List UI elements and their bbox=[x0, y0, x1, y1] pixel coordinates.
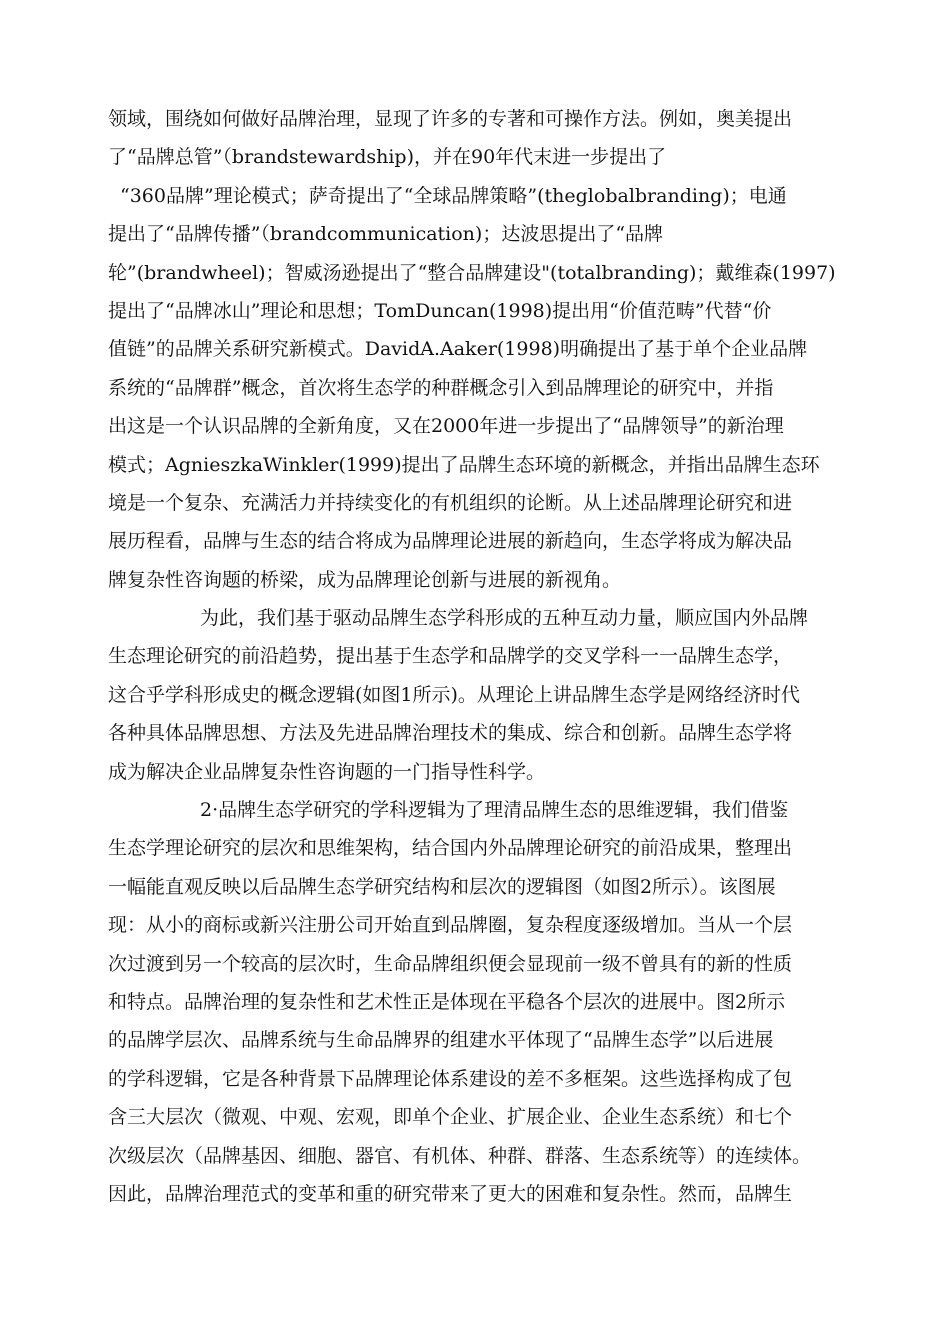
text-line: 领域，围绕如何做好品牌治理，显现了许多的专著和可操作方法。例如，奥美提出 bbox=[108, 108, 793, 130]
text-line: 次过渡到另一个较高的层次时，生命品牌组织便会显现前一级不曾具有的新的性质 bbox=[108, 952, 793, 975]
text-line: 含三大层次（微观、中观、宏观，即单个企业、扩展企业、企业生态系统）和七个 bbox=[108, 1106, 793, 1129]
text-line: “360品牌”理论模式；萨奇提出了“全球品牌策略”(theglobalbranding)；电通 bbox=[120, 184, 787, 207]
text-line: 这合乎学科形成史的概念逻辑(如图1所示)。从理论上讲品牌生态学是网络经济时代 bbox=[108, 683, 800, 706]
text-line: 的品牌学层次、品牌系统与生命品牌界的组建水平体现了“品牌生态学”以后进展 bbox=[108, 1029, 774, 1052]
text-line: 生态学理论研究的层次和思维架构，结合国内外品牌理论研究的前沿成果，整理出 bbox=[108, 837, 793, 860]
text-line: 次级层次（品牌基因、细胞、器官、有机体、种群、群落、生态系统等）的连续体。 bbox=[108, 1144, 812, 1167]
text-line: 了“品牌总管”（brandstewardship)，并在90年代末进一步提出了 bbox=[108, 146, 667, 169]
paragraph-start-line: 为此，我们基于驱动品牌生态学科形成的五种互动力量，顺应国内外品牌 bbox=[200, 607, 809, 630]
text-line: 生态理论研究的前沿趋势，提出基于生态学和品牌学的交叉学科一一品牌生态学， bbox=[108, 645, 793, 668]
text-line: 值链”的品牌关系研究新模式。DavidA.Aaker(1998)明确提出了基于单个企业品牌 bbox=[108, 338, 808, 361]
document-body bbox=[108, 100, 850, 1213]
paragraph-start-line: 2·品牌生态学研究的学科逻辑为了理清品牌生态的思维逻辑，我们借鉴 bbox=[200, 799, 789, 822]
text-line: 轮”(brandwheel)；智威汤逊提出了“整合品牌建设"(totalbranding)；戴维森(1997) bbox=[108, 261, 836, 284]
text-line: 一幅能直观反映以后品牌生态学研究结构和层次的逻辑图（如图2所示）。该图展 bbox=[108, 875, 776, 898]
text-line: 提出了“品牌冰山”理论和思想；TomDuncan(1998)提出用“价值范畴”代替“价 bbox=[108, 299, 772, 322]
text-line: 系统的“品牌群”概念，首次将生态学的种群概念引入到品牌理论的研究中，并指 bbox=[108, 376, 774, 399]
text-line: 各种具体品牌思想、方法及先进品牌治理技术的集成、综合和创新。品牌生态学将 bbox=[108, 722, 793, 745]
text-line: 现：从小的商标或新兴注册公司开始直到品牌圈，复杂程度逐级增加。当从一个层 bbox=[108, 914, 793, 937]
text-line: 和特点。品牌治理的复杂性和艺术性正是体现在平稳各个层次的进展中。图2所示 bbox=[108, 990, 786, 1013]
text-line: 的学科逻辑，它是各种背景下品牌理论体系建设的差不多框架。这些选择构成了包 bbox=[108, 1067, 793, 1090]
text-line: 模式；AgnieszkaWinkler(1999)提出了品牌生态环境的新概念，并指出品牌生态环 bbox=[108, 453, 820, 476]
text-line: 展历程看，品牌与生态的结合将成为品牌理论进展的新趋向，生态学将成为解决品 bbox=[108, 530, 793, 553]
text-line: 提出了“品牌传播”（brandcommunication)；达波思提出了“品牌 bbox=[108, 223, 664, 246]
text-line: 出这是一个认识品牌的全新角度，又在2000年进一步提出了“品牌领导”的新治理 bbox=[108, 415, 784, 438]
text-line: 牌复杂性咨询题的桥梁，成为品牌理论创新与进展的新视角。 bbox=[108, 568, 622, 591]
text-line: 境是一个复杂、充满活力并持续变化的有机组织的论断。从上述品牌理论研究和进 bbox=[108, 491, 793, 514]
text-line: 成为解决企业品牌复杂性咨询题的一门指导性科学。 bbox=[108, 760, 546, 783]
text-line: 因此，品牌治理范式的变革和重的研究带来了更大的困难和复杂性。然而，品牌生 bbox=[108, 1182, 793, 1205]
